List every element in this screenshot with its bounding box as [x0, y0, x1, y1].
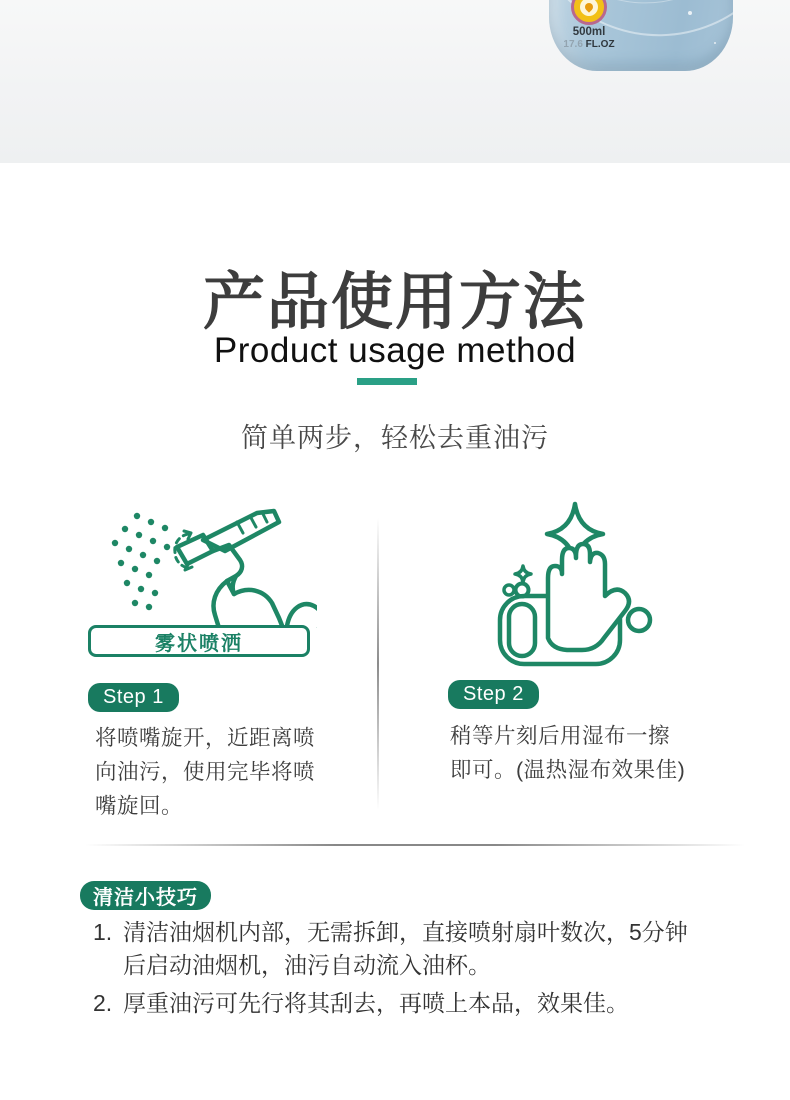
horizontal-divider: [85, 844, 745, 846]
step1-description: 将喷嘴旋开，近距离喷向油污，使用完毕将喷嘴旋回。: [95, 726, 316, 818]
step1-badge: Step 1: [88, 683, 179, 712]
tip-item: [93, 987, 705, 1020]
tip-text: 厚重油污可先行将其刮去，再喷上本品，效果佳。: [123, 989, 629, 1016]
page-title: 产品使用方法: [202, 268, 587, 337]
volume-ml: 500ml: [572, 26, 606, 38]
bottle-volume-label: [549, 26, 629, 50]
hero-section: [0, 0, 790, 163]
tips-badge: 清洁小技巧: [80, 881, 211, 910]
hand-wipe-icon: [492, 498, 654, 670]
volume-oz-number: 17.6: [563, 38, 583, 50]
page-subtitle-en: Product usage method: [213, 331, 577, 370]
step2-description: 稍等片刻后用湿布一擦即可。(温热湿布效果佳): [450, 724, 686, 782]
spray-mode-label: 雾状喷洒: [155, 632, 243, 655]
volume-oz-unit: FL.OZ: [585, 38, 615, 50]
tip-number: 2.: [93, 989, 113, 1016]
tips-list: [93, 916, 705, 1024]
vertical-divider: [377, 518, 379, 810]
tip-text: 清洁油烟机内部，无需拆卸，直接喷射扇叶数次，5分钟后启动油烟机，油污自动流入油杯。: [123, 919, 688, 979]
tagline: 简单两步，轻松去重油污: [241, 423, 549, 453]
title-accent-bar: [357, 378, 417, 385]
spray-mode-label-box: [88, 625, 310, 657]
tip-item: [93, 916, 705, 983]
step2-badge: Step 2: [448, 680, 539, 709]
product-bottle-image: [549, 0, 733, 71]
spray-bottle-icon: [85, 508, 317, 628]
tip-number: 1.: [93, 919, 113, 945]
